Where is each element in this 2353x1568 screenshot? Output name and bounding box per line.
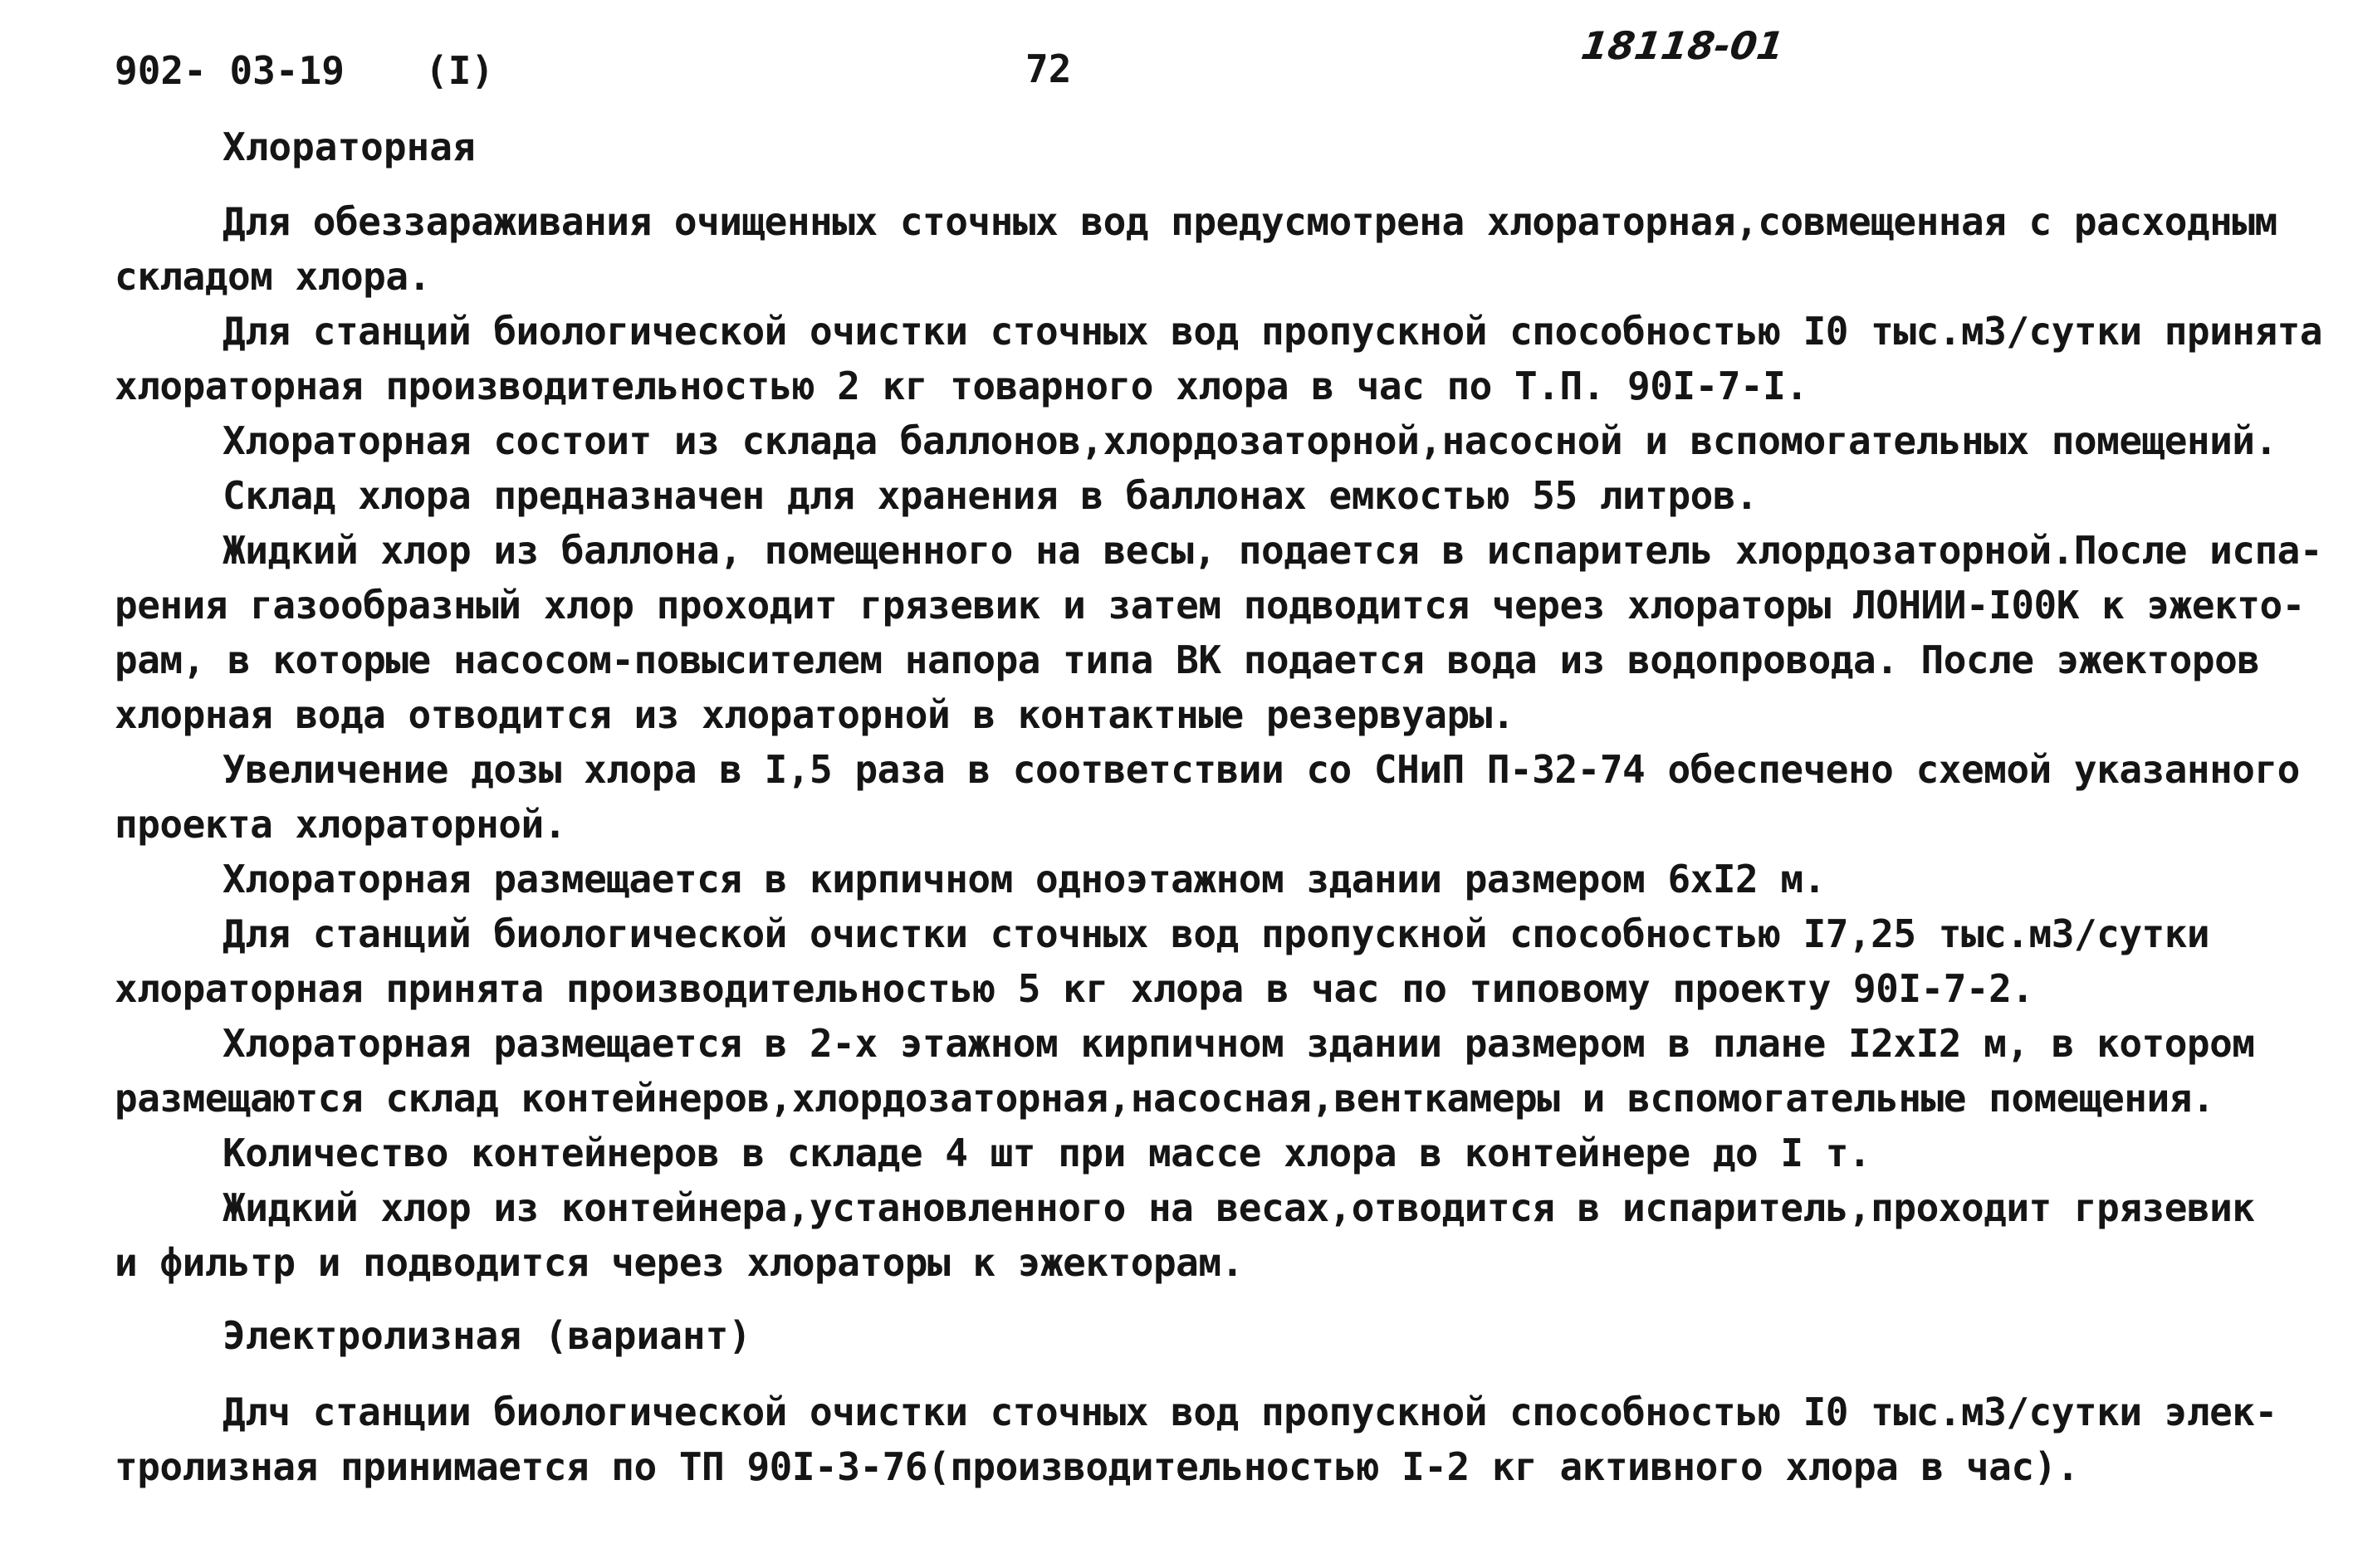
- text-line: Длч станции биологической очистки сточных вод пропускной способностью I0 тыс.м3/сутки элек-: [223, 1390, 2277, 1434]
- text-line: хлорная вода отводится из хлораторной в контактные резервуары.: [115, 692, 1515, 737]
- text-line: Хлораторная размещается в кирпичном одноэтажном здании размером 6xI2 м.: [223, 857, 1826, 901]
- text-line: Увеличение дозы хлора в I,5 раза в соответствии со СНиП П-32-74 обеспечено схемой указанного: [223, 747, 2300, 792]
- page-number: 72: [1025, 46, 1072, 91]
- text-line: хлораторная производительностью 2 кг товарного хлора в час по Т.П. 90I-7-I.: [115, 364, 1808, 408]
- section-title-electrolysis: Электролизная (вариант): [223, 1313, 751, 1358]
- text-line: проекта хлораторной.: [115, 802, 566, 847]
- text-line: Для обеззараживания очищенных сточных вод предусмотрена хлораторная,совмещенная с расходным: [223, 199, 2277, 244]
- sheet-marker: (I): [425, 48, 495, 93]
- text-line: рам, в которые насосом-повысителем напора типа ВК подается вода из водопровода. После эжекторов: [115, 637, 2260, 682]
- text-line: Для станций биологической очистки сточных вод пропускной способностью I0 тыс.м3/сутки принята: [223, 309, 2323, 354]
- text-line: складом хлора.: [115, 254, 431, 299]
- section-title-chlorination: Хлораторная: [223, 125, 476, 169]
- text-line: и фильтр и подводится через хлораторы к эжекторам.: [115, 1240, 1244, 1285]
- text-line: Жидкий хлор из контейнера,установленного на весах,отводится в испаритель,проходит грязевик: [223, 1185, 2255, 1230]
- document-code: 902- 03-19: [115, 48, 345, 93]
- text-line: Для станций биологической очистки сточных вод пропускной способностью I7,25 тыс.м3/сутки: [223, 911, 2210, 956]
- text-line: Хлораторная размещается в 2-х этажном кирпичном здании размером в плане I2xI2 м, в котором: [223, 1021, 2255, 1066]
- text-line: хлораторная принята производительностью 5 кг хлора в час по типовому проекту 90I-7-2.: [115, 966, 2034, 1011]
- text-line: Жидкий хлор из баллона, помещенного на весы, подается в испаритель хлордозаторной.После испа-: [223, 528, 2323, 573]
- text-line: Количество контейнеров в складе 4 шт при массе хлора в контейнере до I т.: [223, 1131, 1871, 1175]
- inventory-number: 18118-01: [1578, 23, 1787, 68]
- text-line: размещаются склад контейнеров,хлордозаторная,насосная,венткамеры и вспомогательные помещения.: [115, 1076, 2215, 1121]
- text-line: рения газообразный хлор проходит грязевик и затем подводится через хлораторы ЛОНИИ-I00К к эжекто-: [115, 583, 2305, 628]
- text-line: Хлораторная состоит из склада баллонов,хлордозаторной,насосной и вспомогательных помещений.: [223, 418, 2277, 463]
- text-line: Склад хлора предназначен для хранения в баллонах емкостью 55 литров.: [223, 473, 1759, 518]
- text-line: тролизная принимается по ТП 90I-3-76(производительностью I-2 кг активного хлора в час).: [115, 1444, 2079, 1489]
